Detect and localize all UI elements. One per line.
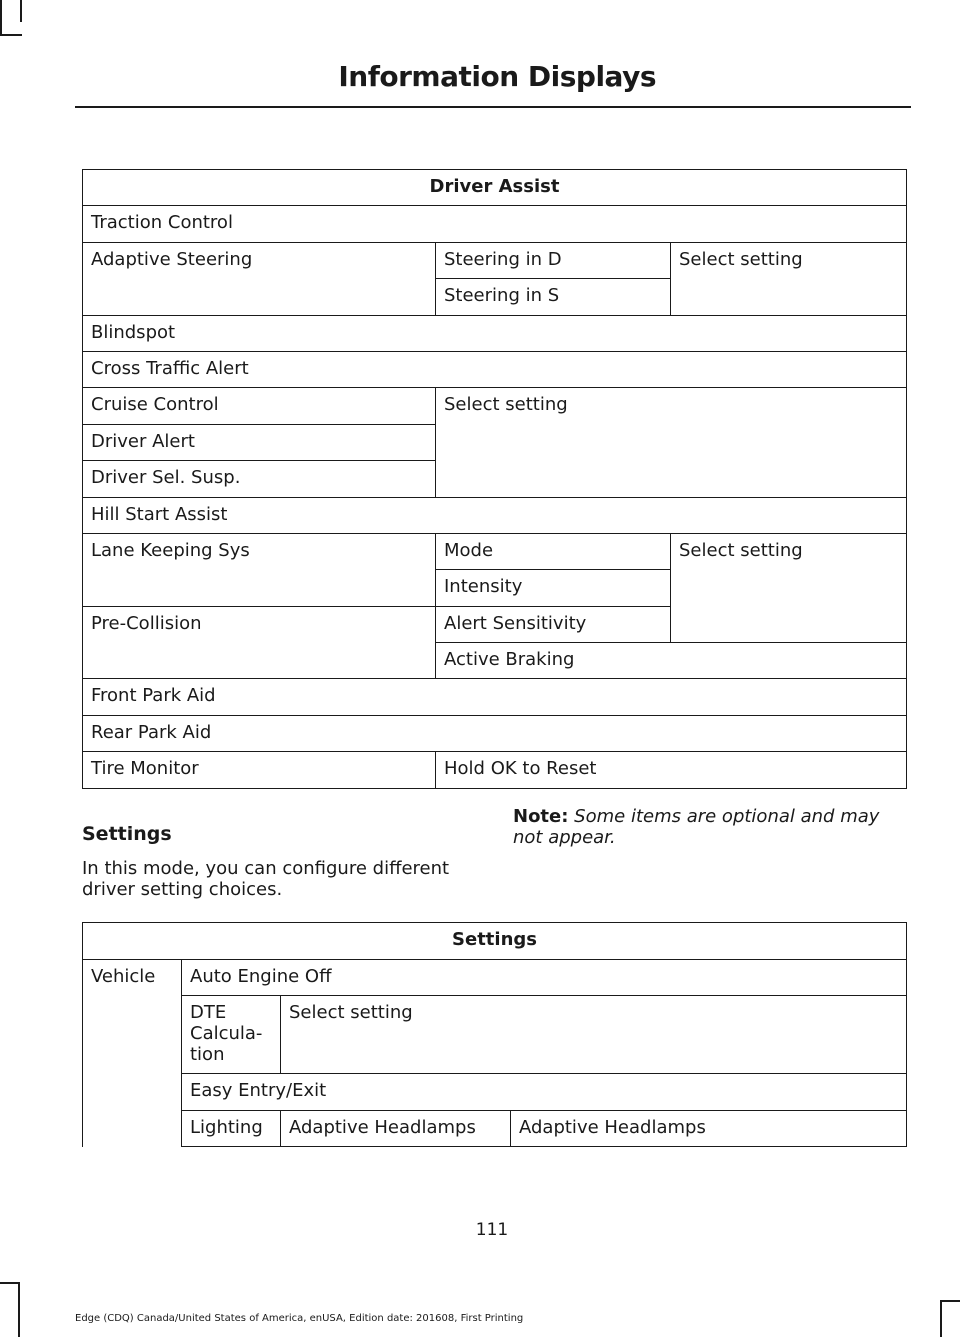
table-cell: Select setting bbox=[671, 242, 907, 315]
table-caption: Settings bbox=[83, 923, 907, 960]
header-divider bbox=[75, 106, 911, 108]
section-heading: Settings bbox=[82, 823, 172, 845]
table-cell: Front Park Aid bbox=[83, 679, 907, 715]
crop-mark bbox=[0, 0, 2, 36]
table-cell: DTE Calcula-tion bbox=[182, 996, 281, 1074]
page-number: 111 bbox=[475, 1220, 509, 1240]
table-cell: Driver Alert bbox=[83, 424, 436, 460]
table-cell: Driver Sel. Susp. bbox=[83, 461, 436, 497]
table-cell: Cruise Control bbox=[83, 388, 436, 424]
table-cell: Lighting bbox=[182, 1110, 281, 1147]
note-text: Some items are optional and may not appear. bbox=[513, 806, 880, 848]
table-cell: Tire Monitor bbox=[83, 752, 436, 788]
crop-mark bbox=[0, 1282, 20, 1284]
table-cell: Rear Park Aid bbox=[83, 715, 907, 751]
table-cell: Auto Engine Off bbox=[182, 959, 907, 996]
edition-footer: Edge (CDQ) Canada/United States of America, enUSA, Edition date: 201608, First Printing bbox=[75, 1313, 524, 1324]
table-cell: Steering in D bbox=[436, 242, 671, 278]
note bbox=[513, 806, 905, 848]
crop-mark bbox=[940, 1300, 942, 1337]
crop-mark bbox=[20, 0, 22, 22]
table-cell: Vehicle bbox=[83, 959, 182, 1147]
table-cell: Adaptive Steering bbox=[83, 242, 436, 315]
table-cell: Select setting bbox=[281, 996, 907, 1074]
table-cell: Hill Start Assist bbox=[83, 497, 907, 533]
settings-table bbox=[82, 922, 907, 1147]
crop-mark bbox=[0, 34, 22, 36]
page-title: Information Displays bbox=[338, 60, 656, 93]
section-body: In this mode, you can configure different driver setting choices. bbox=[82, 858, 450, 900]
table-cell: Lane Keeping Sys bbox=[83, 533, 436, 606]
table-cell: Adaptive Headlamps bbox=[511, 1110, 907, 1147]
table-cell: Select setting bbox=[671, 533, 907, 642]
table-cell: Traction Control bbox=[83, 206, 907, 242]
crop-mark bbox=[18, 1282, 20, 1337]
driver-assist-table bbox=[82, 169, 907, 789]
table-cell: Alert Sensitivity bbox=[436, 606, 671, 642]
table-cell: Cross Traffic Alert bbox=[83, 351, 907, 387]
table-cell: Mode bbox=[436, 533, 671, 569]
table-caption: Driver Assist bbox=[83, 170, 907, 206]
table-cell: Adaptive Headlamps bbox=[281, 1110, 511, 1147]
table-cell: Steering in S bbox=[436, 279, 671, 315]
table-cell: Active Braking bbox=[436, 643, 907, 679]
table-cell: Select setting bbox=[436, 388, 907, 497]
table-cell: Blindspot bbox=[83, 315, 907, 351]
note-label: Note: bbox=[513, 806, 569, 827]
table-cell: Intensity bbox=[436, 570, 671, 606]
table-cell: Hold OK to Reset bbox=[436, 752, 907, 788]
table-cell: Pre-Collision bbox=[83, 606, 436, 679]
crop-mark bbox=[940, 1300, 960, 1302]
table-cell: Easy Entry/Exit bbox=[182, 1074, 907, 1111]
